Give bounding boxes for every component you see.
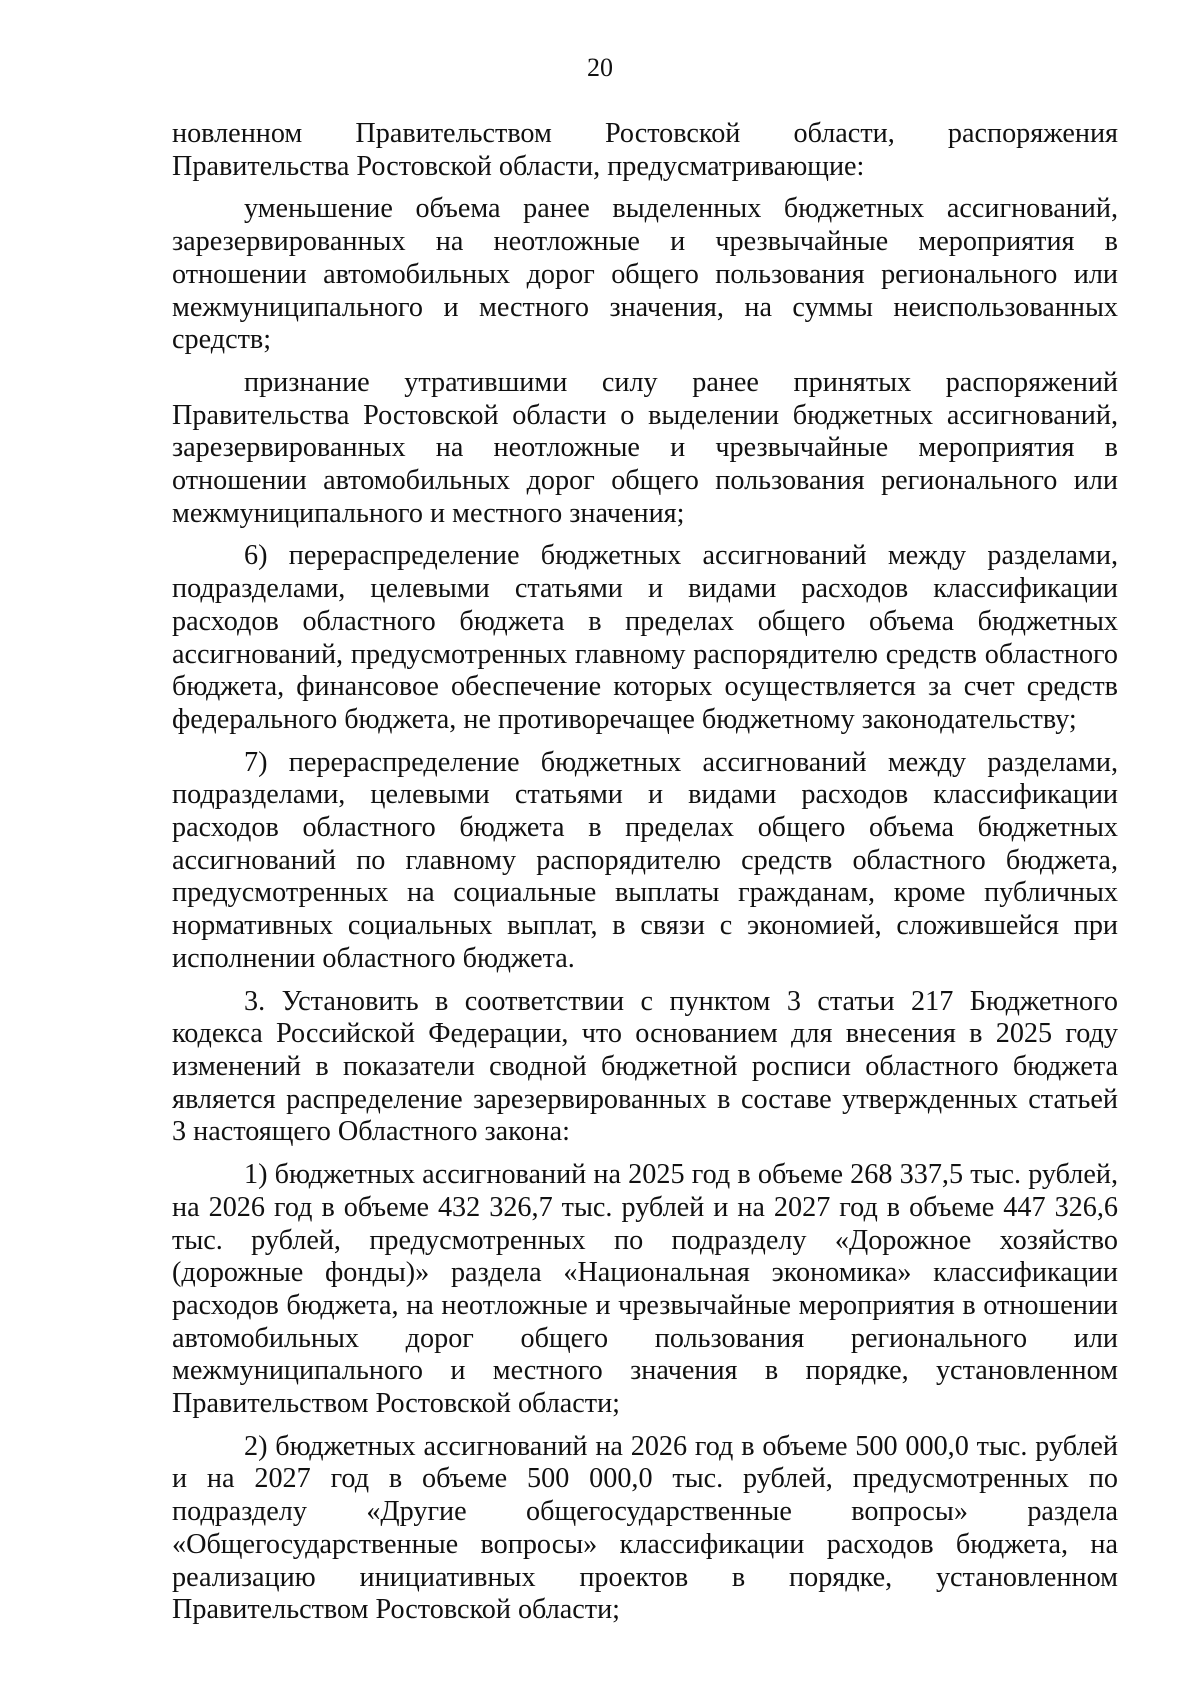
paragraph-section-3: 3. Установить в соответствии с пунктом 3 статьи 217 Бюджетного кодекса Российской Федерации, что основанием для внесения в 2025 году изменений в показатели сводной бюджетной росписи областного бюджета является распределение зарезервированных в составе утвержденных статьей 3 настоящего Областного закона: <box>172 985 1118 1148</box>
paragraph-subitem-2: 2) бюджетных ассигнований на 2026 год в объеме 500 000,0 тыс. рублей и на 2027 год в объеме 500 000,0 тыс. рублей, предусмотренных по подразделу «Другие общегосударственные вопросы» раздела «Общегосударственные вопросы» классификации расходов бюджета, на реализацию инициативных проектов в порядке, установленном Правительством Ростовской области; <box>172 1430 1118 1626</box>
paragraph-item-7: 7) перераспределение бюджетных ассигнований между разделами, подразделами, целевыми статьями и видами расходов классификации расходов областного бюджета в пределах общего объема бюджетных ассигнований по главному распорядителю средств областного бюджета, предусмотренных на социальные выплаты гражданам, кроме публичных нормативных социальных выплат, в связи с экономией, сложившейся при исполнении областного бюджета. <box>172 746 1118 974</box>
paragraph-item-6: 6) перераспределение бюджетных ассигнований между разделами, подразделами, целевыми статьями и видами расходов классификации расходов областного бюджета в пределах общего объема бюджетных ассигнований, предусмотренных главному распорядителю средств областного бюджета, финансовое обеспечение которых осуществляется за счет средств федерального бюджета, не противоречащее бюджетному законодательству; <box>172 540 1118 735</box>
paragraph-reduce-allocations: уменьшение объема ранее выделенных бюджетных ассигнований, зарезервированных на неотложные и чрезвычайные мероприятия в отношении автомобильных дорог общего пользования регионального или межмуниципального и местного значения, на суммы неиспользованных средств; <box>172 193 1118 356</box>
document-body <box>172 118 1118 1637</box>
paragraph-invalidate-orders: признание утратившими силу ранее принятых распоряжений Правительства Ростовской области о выделении бюджетных ассигнований, зарезервированных на неотложные и чрезвычайные мероприятия в отношении автомобильных дорог общего пользования регионального или межмуниципального и местного значения; <box>172 366 1118 529</box>
page-number: 20 <box>587 53 613 82</box>
paragraph-continuation: новленном Правительством Ростовской области, распоряжения Правительства Ростовской области, предусматривающие: <box>172 118 1118 182</box>
paragraph-subitem-1: 1) бюджетных ассигнований на 2025 год в объеме 268 337,5 тыс. рублей, на 2026 год в объеме 432 326,7 тыс. рублей и на 2027 год в объеме 447 326,6 тыс. рублей, предусмотренных по подразделу «Дорожное хозяйство (дорожные фонды)» раздела «Национальная экономика» классификации расходов бюджета, на неотложные и чрезвычайные мероприятия в отношении автомобильных дорог общего пользования регионального или межмуниципального и местного значения в порядке, установленном Правительством Ростовской области; <box>172 1159 1118 1420</box>
